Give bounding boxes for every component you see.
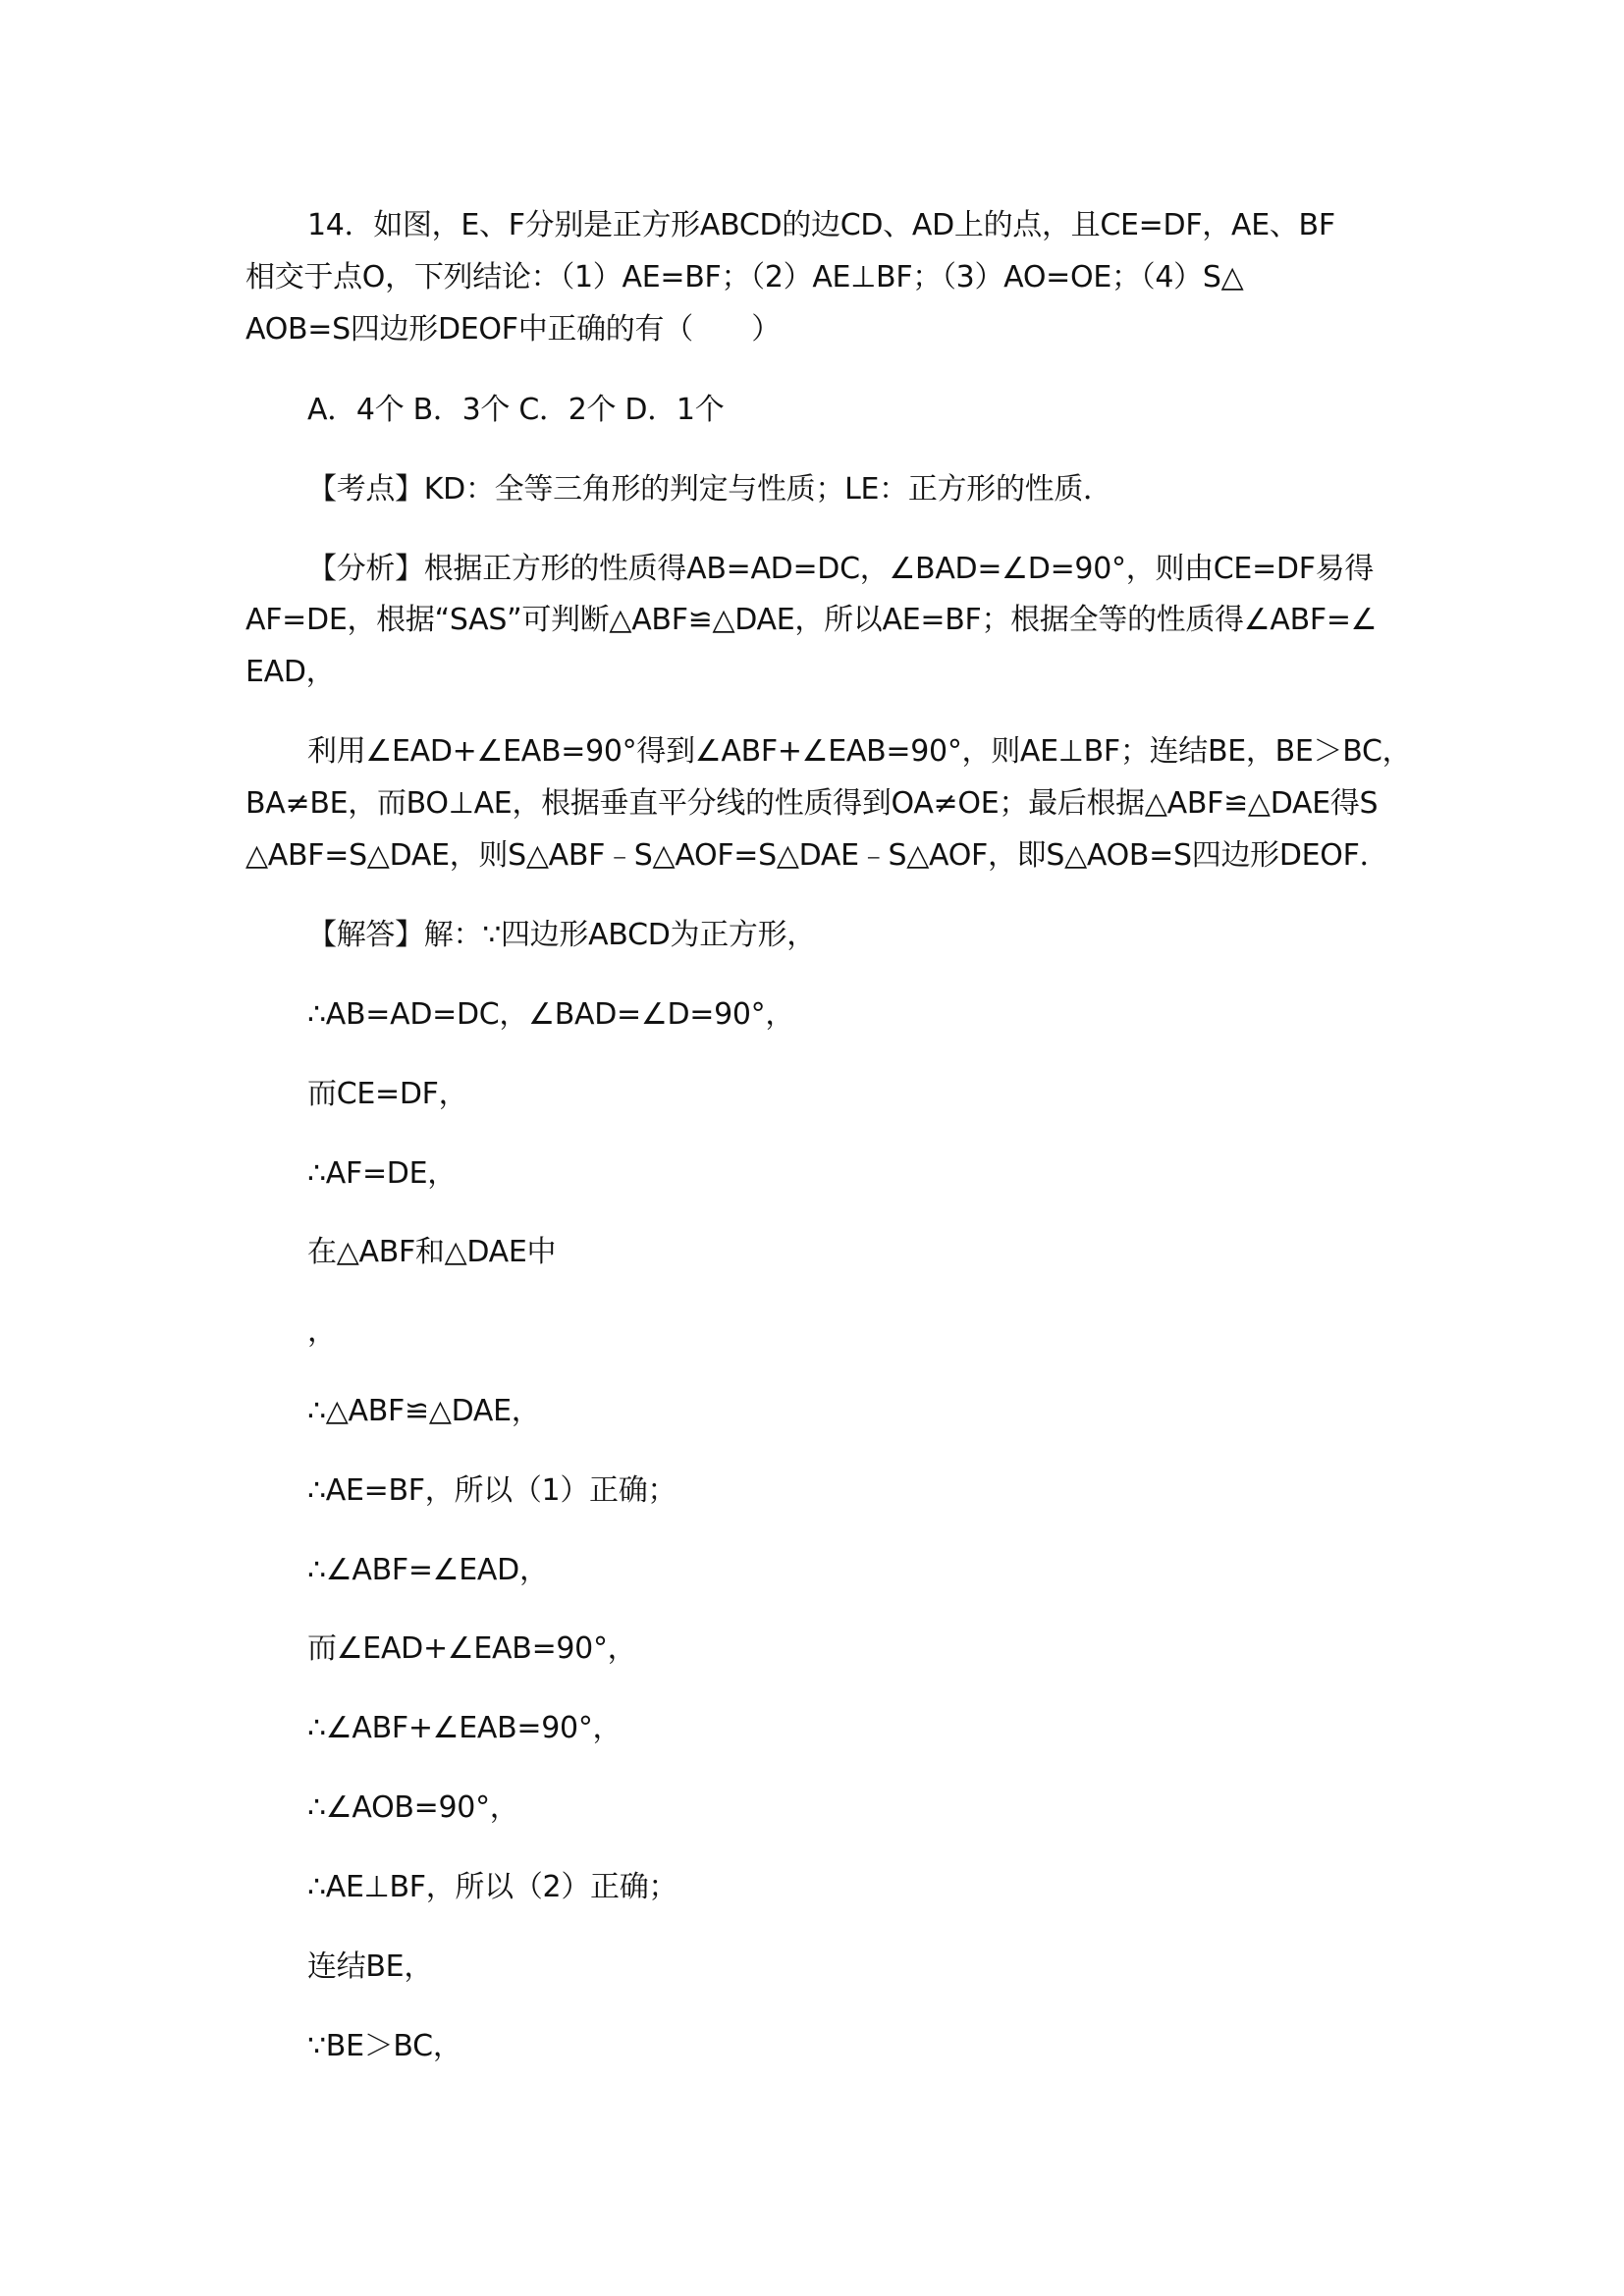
solution-header: 【解答】解：∵四边形ABCD为正方形， — [307, 918, 817, 952]
question-line-3: AOB=S四边形DEOF中正确的有（ ） — [245, 312, 781, 347]
solution-step: ， — [307, 1314, 337, 1349]
analysis-line-3: EAD， — [245, 655, 336, 689]
analysis-line-6: △ABF=S△DAE，则S△ABF﹣S△AOF=S△DAE﹣S△AOF，即S△AOB=S四边形DEOF． — [245, 838, 1389, 873]
analysis-line-4: 利用∠EAD+∠EAB=90°得到∠ABF+∠EAB=90°，则AE⊥BF；连结BE，BE＞BC， — [307, 734, 1412, 769]
analysis-line-2: AF=DE，根据“SAS”可判断△ABF≌△DAE，所以AE=BF；根据全等的性质得∠ABF=∠ — [245, 603, 1378, 637]
solution-step: 而∠EAD+∠EAB=90°， — [307, 1631, 637, 1666]
solution-step: ∴∠ABF+∠EAB=90°， — [307, 1711, 623, 1745]
kaodian-line: 【考点】KD：全等三角形的判定与性质；LE：正方形的性质． — [307, 472, 1112, 507]
solution-step: 在△ABF和△DAE中 — [307, 1235, 557, 1269]
solution-step: ∴AF=DE， — [307, 1156, 457, 1191]
solution-step: ∴∠AOB=90°， — [307, 1790, 519, 1825]
question-line-2: 相交于点O，下列结论：（1）AE=BF；（2）AE⊥BF；（3）AO=OE；（4）S△ — [245, 260, 1244, 294]
solution-step: 连结BE， — [307, 1949, 434, 1984]
solution-step: ∴△ABF≌△DAE， — [307, 1394, 541, 1428]
solution-step: ∴AB=AD=DC，∠BAD=∠D=90°， — [307, 997, 795, 1032]
analysis-line-1: 【分析】根据正方形的性质得AB=AD=DC，∠BAD=∠D=90°，则由CE=DF易得 — [307, 552, 1375, 586]
solution-step: ∴∠ABF=∠EAD， — [307, 1553, 549, 1587]
solution-step: 而CE=DF， — [307, 1077, 468, 1111]
solution-step: ∴AE=BF，所以（1）正确； — [307, 1473, 677, 1508]
answer-options: A．4个 B．3个 C．2个 D．1个 — [307, 393, 725, 427]
question-line-1: 14．如图，E、F分别是正方形ABCD的边CD、AD上的点，且CE=DF，AE、BF — [307, 208, 1335, 242]
solution-step: ∵BE＞BC， — [307, 2029, 462, 2063]
analysis-line-5: BA≠BE，而BO⊥AE，根据垂直平分线的性质得到OA≠OE；最后根据△ABF≌△DAE得S — [245, 786, 1379, 821]
solution-step: ∴AE⊥BF，所以（2）正确； — [307, 1870, 678, 1904]
